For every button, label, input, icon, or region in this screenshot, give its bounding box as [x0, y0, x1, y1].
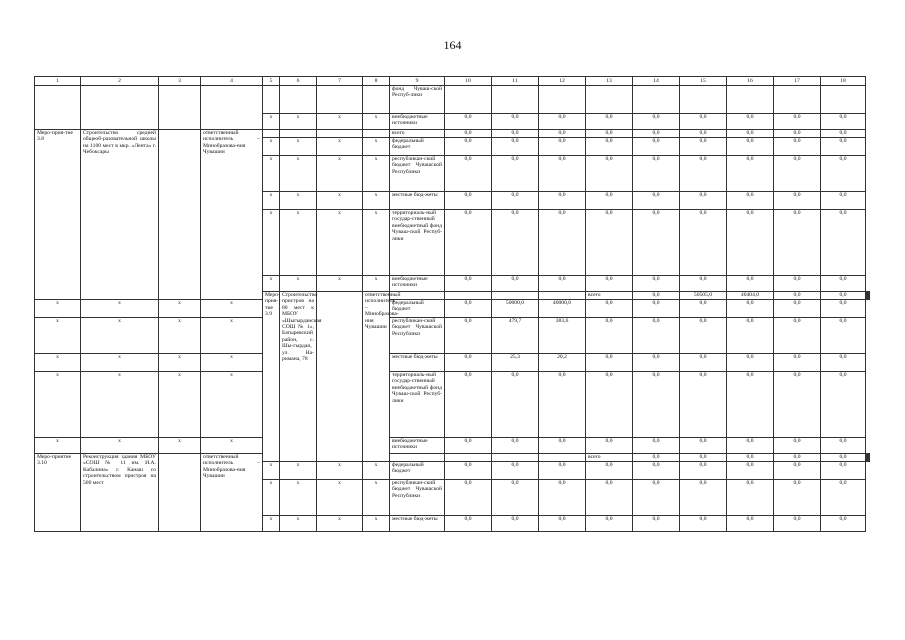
- table-cell: 0,0: [821, 276, 866, 292]
- table-cell: 40000,0: [539, 300, 586, 318]
- table-cell: [774, 86, 821, 114]
- column-header: 4: [201, 77, 263, 86]
- table-cell: ответственный исполнитель – Минобразова-ния Чувашии: [363, 292, 390, 462]
- table-cell: 0,0: [680, 210, 727, 276]
- table-cell: 0,0: [680, 480, 727, 516]
- table-cell: 0,0: [774, 354, 821, 372]
- table-cell: [280, 86, 317, 114]
- table-cell: 0,0: [821, 138, 866, 156]
- table-cell: 0,0: [492, 210, 539, 276]
- table-cell: 0,0: [445, 300, 492, 318]
- table-cell: х: [280, 516, 317, 532]
- table-cell: местные бюд-жеты: [390, 192, 445, 210]
- table-cell: фонд Чуваш-ской Респуб-лики: [390, 86, 445, 114]
- table-cell: х: [263, 210, 280, 276]
- table-cell: 0,0: [492, 480, 539, 516]
- table-cell: 0,0: [821, 130, 866, 138]
- table-cell: 0,0: [774, 300, 821, 318]
- table-cell: х: [363, 516, 390, 532]
- table-cell: [492, 86, 539, 114]
- page-number: 164: [443, 38, 462, 52]
- table-cell: [317, 130, 363, 138]
- table-cell: 0,0: [492, 462, 539, 480]
- table-cell: 0,0: [680, 318, 727, 354]
- table-cell: х: [35, 438, 81, 454]
- table-cell: х: [263, 480, 280, 516]
- table-cell: [363, 130, 390, 138]
- column-header: 13: [586, 77, 633, 86]
- table-cell: 0,0: [727, 114, 774, 130]
- table-cell: 0,0: [727, 354, 774, 372]
- table-cell: 0,0: [445, 192, 492, 210]
- table-cell: 0,0: [586, 480, 633, 516]
- table-cell: х: [35, 372, 81, 438]
- table-cell: территориаль-ный государ-ственный внебюджетный фонд Чуваш-ской Респуб-лики: [390, 372, 445, 438]
- table-cell: 0,0: [774, 318, 821, 354]
- table-cell: 0,0: [633, 114, 680, 130]
- table-cell: [81, 86, 159, 130]
- table-cell: х: [201, 318, 263, 354]
- column-header: 2: [81, 77, 159, 86]
- table-cell: 0,0: [680, 192, 727, 210]
- table-cell: 0,0: [586, 516, 633, 532]
- table-cell: 0,0: [821, 454, 866, 462]
- table-cell: х: [35, 318, 81, 354]
- table-cell: 0,0: [680, 276, 727, 292]
- table-cell: 0,0: [492, 438, 539, 454]
- table-cell: 0,0: [727, 210, 774, 276]
- table-row: [35, 130, 870, 138]
- column-header: 6: [280, 77, 317, 86]
- table-cell: 0,0: [633, 276, 680, 292]
- column-header: 14: [633, 77, 680, 86]
- table-cell: х: [317, 138, 363, 156]
- table-cell: х: [317, 192, 363, 210]
- program-table: [34, 76, 870, 532]
- table-cell: х: [81, 354, 159, 372]
- table-cell: 0,0: [821, 372, 866, 438]
- table-cell: х: [159, 318, 201, 354]
- table-row: [35, 454, 870, 462]
- table-cell: 0,0: [586, 156, 633, 192]
- table-cell: 0,0: [821, 516, 866, 532]
- table-cell: 0,0: [727, 462, 774, 480]
- table-cell: 0,0: [445, 156, 492, 192]
- table-cell: 0,0: [586, 372, 633, 438]
- table-cell: 0,0: [633, 156, 680, 192]
- table-cell: х: [317, 114, 363, 130]
- table-cell: [869, 454, 870, 462]
- table-cell: [159, 454, 201, 532]
- table-cell: [492, 292, 539, 300]
- column-header: 10: [445, 77, 492, 86]
- table-cell: 25,3: [492, 354, 539, 372]
- table-cell: 0,0: [680, 462, 727, 480]
- table-cell: 0,0: [445, 210, 492, 276]
- table-cell: х: [263, 276, 280, 292]
- table-cell: [280, 130, 317, 138]
- table-cell: Строительство средней общеоб-разовательной школы на 1100 мест в мкр. «Лента» г. Чебоксары: [81, 130, 159, 300]
- table-row: [35, 438, 870, 454]
- table-cell: [821, 86, 866, 114]
- table-cell: 0,0: [727, 516, 774, 532]
- table-cell: [586, 86, 633, 114]
- table-cell: [363, 86, 390, 114]
- table-cell: 0,0: [633, 354, 680, 372]
- table-cell: 0,0: [586, 354, 633, 372]
- column-header: 16: [727, 77, 774, 86]
- column-header: 7: [317, 77, 363, 86]
- table-cell: 0,0: [821, 480, 866, 516]
- table-cell: местные бюд-жеты: [390, 354, 445, 372]
- table-cell: х: [159, 372, 201, 438]
- table-cell: 0,0: [492, 372, 539, 438]
- table-cell: [539, 454, 586, 462]
- table-cell: х: [317, 462, 363, 480]
- table-cell: республикан-ский бюджет Чувашской Республики: [390, 318, 445, 354]
- table-cell: 0,0: [539, 462, 586, 480]
- table-cell: 0,0: [633, 292, 680, 300]
- table-cell: 0,0: [727, 480, 774, 516]
- table-cell: х: [35, 354, 81, 372]
- table-cell: 0,0: [680, 438, 727, 454]
- table-cell: [390, 454, 445, 462]
- table-cell: х: [317, 480, 363, 516]
- table-cell: 0,0: [727, 130, 774, 138]
- table-cell: 0,0: [445, 516, 492, 532]
- table-cell: х: [363, 156, 390, 192]
- table-cell: 0,0: [539, 156, 586, 192]
- table-cell: 0,0: [680, 354, 727, 372]
- table-cell: 0,0: [633, 138, 680, 156]
- table-cell: 0,0: [539, 210, 586, 276]
- table-cell: 0,0: [774, 156, 821, 192]
- table-cell: х: [363, 210, 390, 276]
- table-cell: х: [317, 156, 363, 192]
- table-cell: 0,0: [492, 516, 539, 532]
- table-cell: х: [363, 138, 390, 156]
- table-cell: х: [201, 438, 263, 454]
- table-cell: 0,0: [633, 454, 680, 462]
- table-cell: всего: [390, 130, 445, 138]
- table-cell: 0,0: [821, 192, 866, 210]
- table-cell: 0,0: [586, 138, 633, 156]
- table-cell: 0,0: [586, 318, 633, 354]
- table-cell: 0,0: [445, 130, 492, 138]
- table-row: [35, 300, 870, 318]
- header-row: [35, 77, 870, 86]
- table-cell: 0,0: [727, 138, 774, 156]
- table-cell: 50000,0: [492, 300, 539, 318]
- table-cell: 0,0: [774, 292, 821, 300]
- table-cell: 0,0: [680, 516, 727, 532]
- column-header: 8: [363, 77, 390, 86]
- table-cell: [201, 86, 263, 130]
- table-cell: 0,0: [633, 462, 680, 480]
- table-cell: 0,0: [774, 114, 821, 130]
- table-cell: 0,0: [774, 454, 821, 462]
- table-cell: [680, 86, 727, 114]
- table-cell: 0,0: [492, 156, 539, 192]
- table-cell: 0,0: [633, 318, 680, 354]
- table-cell: 0,0: [539, 480, 586, 516]
- table-cell: 0,0: [539, 276, 586, 292]
- table-cell: 0,0: [445, 438, 492, 454]
- table-cell: 0,0: [445, 114, 492, 130]
- table-cell: 0,0: [774, 210, 821, 276]
- table-cell: 0,0: [680, 138, 727, 156]
- table-cell: 0,0: [774, 462, 821, 480]
- table-cell: х: [263, 114, 280, 130]
- table-cell: [727, 86, 774, 114]
- table-cell: 0,0: [492, 138, 539, 156]
- table-cell: Меро-приятие 3.10: [35, 454, 81, 532]
- table-cell: 0,0: [727, 300, 774, 318]
- table-cell: федеральный бюджет: [390, 462, 445, 480]
- table-cell: 0,0: [774, 276, 821, 292]
- table-cell: 0,0: [586, 438, 633, 454]
- table-cell: 0,0: [445, 318, 492, 354]
- table-cell: х: [363, 462, 390, 480]
- table-cell: х: [201, 354, 263, 372]
- table-cell: 0,0: [774, 192, 821, 210]
- table-cell: 0,0: [821, 292, 866, 300]
- table-cell: внебюджетные источники: [390, 114, 445, 130]
- table-cell: 0,0: [586, 114, 633, 130]
- table-cell: [869, 292, 870, 300]
- table-row: [35, 372, 870, 438]
- table-cell: 0,0: [445, 480, 492, 516]
- table-cell: 0,0: [680, 156, 727, 192]
- table-cell: 0,0: [774, 480, 821, 516]
- table-cell: 0,0: [445, 138, 492, 156]
- table-cell: 0,0: [727, 372, 774, 438]
- table-cell: 0,0: [821, 462, 866, 480]
- table-cell: 40404,0: [727, 292, 774, 300]
- table-cell: [263, 130, 280, 138]
- table-cell: х: [201, 372, 263, 438]
- table-cell: х: [280, 156, 317, 192]
- table-cell: 0,0: [821, 210, 866, 276]
- table-cell: 0,0: [445, 276, 492, 292]
- table-cell: 0,0: [539, 516, 586, 532]
- table-cell: 479,7: [492, 318, 539, 354]
- table-cell: всего: [586, 292, 633, 300]
- table-cell: х: [159, 438, 201, 454]
- table-cell: 0,0: [633, 210, 680, 276]
- table-cell: 0,0: [821, 300, 866, 318]
- column-header: 15: [680, 77, 727, 86]
- table-cell: [539, 292, 586, 300]
- table-cell: х: [263, 462, 280, 480]
- table-cell: х: [363, 192, 390, 210]
- table-cell: 0,0: [633, 372, 680, 438]
- table-cell: 0,0: [539, 114, 586, 130]
- table-cell: х: [363, 480, 390, 516]
- table-cell: 0,0: [821, 318, 866, 354]
- table-cell: х: [263, 156, 280, 192]
- table-cell: х: [280, 462, 317, 480]
- table-cell: 0,0: [774, 516, 821, 532]
- table-cell: х: [363, 276, 390, 292]
- table-cell: х: [81, 318, 159, 354]
- column-header: 11: [492, 77, 539, 86]
- table-cell: [317, 86, 363, 114]
- table-cell: х: [81, 438, 159, 454]
- table-cell: 0,0: [633, 516, 680, 532]
- table-cell: 0,0: [727, 438, 774, 454]
- table-cell: [35, 86, 81, 130]
- table-cell: х: [201, 300, 263, 318]
- table-cell: 0,0: [539, 138, 586, 156]
- table-cell: 0,0: [821, 438, 866, 454]
- column-header: 9: [390, 77, 445, 86]
- table-cell: х: [81, 372, 159, 438]
- table-cell: [159, 86, 201, 130]
- table-cell: х: [263, 516, 280, 532]
- table-cell: [159, 130, 201, 300]
- table-cell: х: [280, 480, 317, 516]
- table-cell: 0,0: [774, 438, 821, 454]
- table-cell: республикан-ский бюджет Чувашской Республики: [390, 156, 445, 192]
- table-cell: Реконструкция здания МБОУ «СОШ № 11 им. И.А. Кабалина» г. Канаш со строительством пристроя на 500 мест: [81, 454, 159, 532]
- table-cell: 0,0: [492, 276, 539, 292]
- table-cell: 0,0: [680, 372, 727, 438]
- table-cell: х: [159, 354, 201, 372]
- table-cell: 0,0: [727, 318, 774, 354]
- table-cell: х: [263, 138, 280, 156]
- table-cell: [445, 86, 492, 114]
- table-cell: х: [280, 210, 317, 276]
- table-cell: 0,0: [586, 130, 633, 138]
- table-cell: 0,0: [586, 462, 633, 480]
- column-header: 12: [539, 77, 586, 86]
- table-cell: 50505,0: [680, 292, 727, 300]
- table-cell: х: [317, 210, 363, 276]
- table-cell: [492, 454, 539, 462]
- table-cell: 0,0: [586, 300, 633, 318]
- table-cell: 0,0: [727, 454, 774, 462]
- table-cell: федеральный бюджет: [390, 300, 445, 318]
- table-cell: х: [263, 192, 280, 210]
- table-cell: х: [35, 300, 81, 318]
- table-cell: 0,0: [633, 300, 680, 318]
- table-cell: 0,0: [633, 438, 680, 454]
- table-cell: 0,0: [680, 114, 727, 130]
- table-cell: 0,0: [774, 372, 821, 438]
- table-cell: 383,6: [539, 318, 586, 354]
- table-cell: 0,0: [821, 156, 866, 192]
- table-cell: 0,0: [586, 276, 633, 292]
- table-cell: 0,0: [774, 130, 821, 138]
- table-cell: 20,2: [539, 354, 586, 372]
- table-cell: всего: [586, 454, 633, 462]
- table-cell: Меро-прия-тие 3.9: [263, 292, 280, 462]
- column-header: 18: [821, 77, 866, 86]
- table-cell: 0,0: [445, 462, 492, 480]
- table-cell: [445, 454, 492, 462]
- table-cell: 0,0: [633, 130, 680, 138]
- table-cell: 0,0: [492, 192, 539, 210]
- table-cell: х: [317, 276, 363, 292]
- table-body: [35, 86, 870, 532]
- table-cell: х: [363, 114, 390, 130]
- column-header: 17: [774, 77, 821, 86]
- column-header: 5: [263, 77, 280, 86]
- table-cell: 0,0: [633, 192, 680, 210]
- table-cell: ответственный исполнитель – Минобразова-ния Чувашии: [201, 130, 263, 300]
- table-cell: 0,0: [680, 130, 727, 138]
- table-cell: 0,0: [492, 130, 539, 138]
- table-cell: федеральный бюджет: [390, 138, 445, 156]
- column-header: 3: [159, 77, 201, 86]
- table-cell: х: [280, 114, 317, 130]
- column-header: 1: [35, 77, 81, 86]
- table-cell: ответственный исполнитель – Минобразова-ния Чувашии: [201, 454, 263, 532]
- table-cell: внебюджетные источники: [390, 276, 445, 292]
- table-cell: Меро-прия-тие 3.8: [35, 130, 81, 300]
- table-cell: х: [280, 138, 317, 156]
- table-cell: 0,0: [539, 130, 586, 138]
- table-cell: местные бюд-жеты: [390, 516, 445, 532]
- table-cell: 0,0: [445, 354, 492, 372]
- table-row: [35, 86, 870, 114]
- table-cell: х: [317, 516, 363, 532]
- table-row: [35, 354, 870, 372]
- table-cell: 0,0: [586, 192, 633, 210]
- table-cell: 0,0: [586, 210, 633, 276]
- table-cell: 0,0: [821, 114, 866, 130]
- table-cell: 0,0: [445, 372, 492, 438]
- table-cell: 0,0: [680, 454, 727, 462]
- table-cell: 0,0: [727, 276, 774, 292]
- table-cell: внебюджетные источники: [390, 438, 445, 454]
- table-cell: [445, 292, 492, 300]
- table-cell: х: [159, 300, 201, 318]
- table-cell: Строительство пристроя на 80 мест к МБОУ «Шыгырданская СОШ № 1», Батыревский район, с. Шы-гырдан, ул. На-римана, 78: [280, 292, 317, 462]
- table-cell: республикан-ский бюджет Чувашской Республики: [390, 480, 445, 516]
- table-cell: [539, 86, 586, 114]
- table-cell: х: [280, 192, 317, 210]
- table-cell: [263, 86, 280, 114]
- table-cell: 0,0: [539, 192, 586, 210]
- table-cell: х: [81, 300, 159, 318]
- table-cell: [317, 292, 363, 462]
- table-cell: 0,0: [727, 192, 774, 210]
- table-cell: [633, 86, 680, 114]
- table-row: [35, 318, 870, 354]
- table-cell: 0,0: [492, 114, 539, 130]
- table-cell: 0,0: [633, 480, 680, 516]
- table-cell: территориаль-ный государ-ственный внебюджетный фонд Чуваш-ской Респуб-лики: [390, 210, 445, 276]
- table-cell: 0,0: [539, 372, 586, 438]
- table-cell: 0,0: [727, 156, 774, 192]
- table-cell: х: [280, 276, 317, 292]
- table-cell: 0,0: [774, 138, 821, 156]
- table-cell: 0,0: [539, 438, 586, 454]
- table-cell: 0,0: [821, 354, 866, 372]
- table-cell: 0,0: [680, 300, 727, 318]
